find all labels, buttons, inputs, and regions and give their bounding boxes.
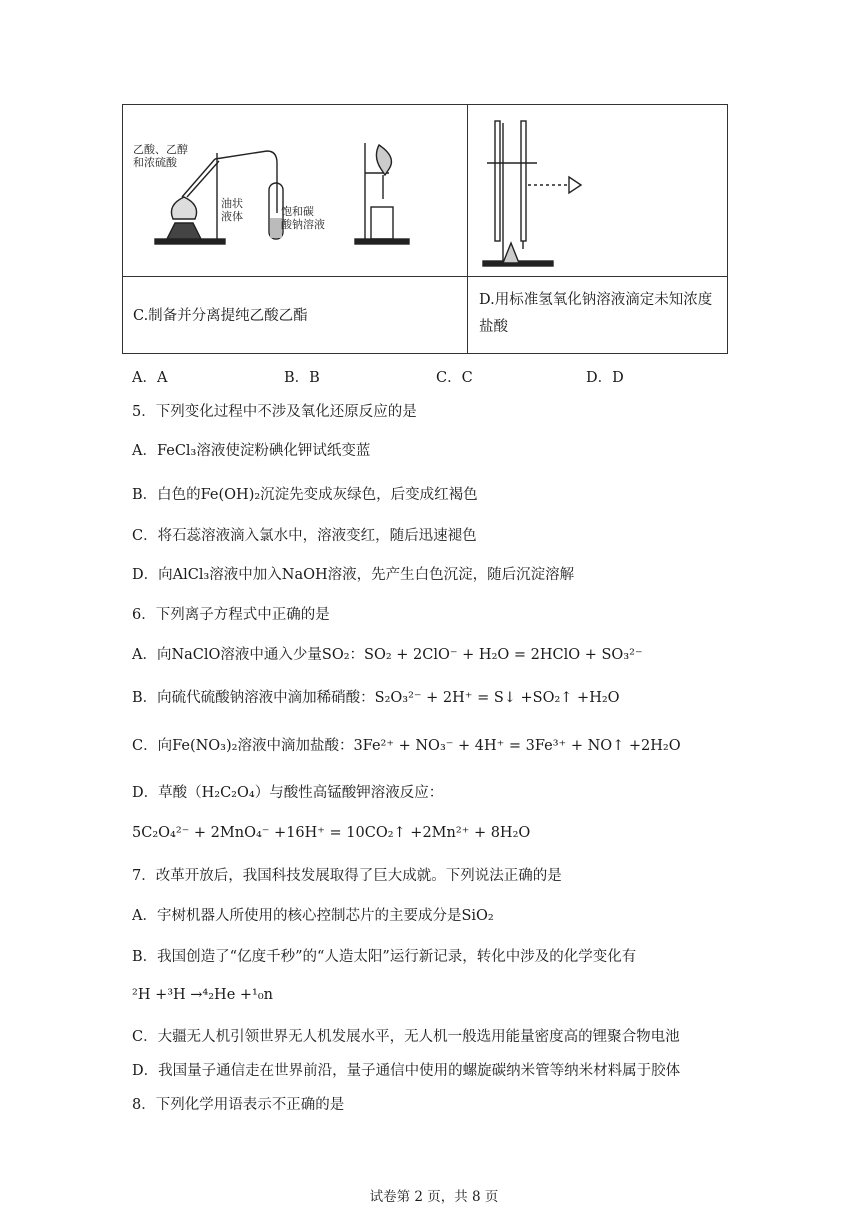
caption-c: C.制备并分离提纯乙酸乙酯: [133, 308, 308, 324]
q4-option-b: B．B: [284, 370, 320, 386]
q5-option-a: A．FeCl₃溶液使淀粉碘化钾试纸变蓝: [132, 443, 371, 459]
q6-option-c: C．向Fe(NO₃)₂溶液中滴加盐酸：3Fe²⁺ + NO₃⁻ + 4H⁺ = 3Fe³⁺ + NO↑ +2H₂O: [132, 738, 681, 754]
q6-option-a: A．向NaClO溶液中通入少量SO₂：SO₂ + 2ClO⁻ + H₂O = 2HClO + SO₃²⁻: [132, 647, 643, 663]
caption-d: D.用标准氢氧化钠溶液滴定未知浓度 盐酸: [479, 292, 713, 335]
q5-stem: 5．下列变化过程中不涉及氧化还原反应的是: [132, 404, 417, 420]
label-oily-liquid: 油状 液体: [221, 197, 243, 223]
q5-option-d: D．向AlCl₃溶液中加入NaOH溶液，先产生白色沉淀，随后沉淀溶解: [132, 567, 575, 583]
table-divider-horizontal: [123, 276, 727, 277]
q6-option-b: B．向硫代硫酸钠溶液中滴加稀硝酸：S₂O₃²⁻ + 2H⁺ = S↓ +SO₂↑ +H₂O: [132, 690, 620, 706]
q4-option-a: A．A: [132, 370, 168, 386]
q7-option-c: C．大疆无人机引领世界无人机发展水平，无人机一般选用能量密度高的锂聚合物电池: [132, 1029, 680, 1045]
label-sodium-carbonate: 饱和碳 酸钠溶液: [281, 205, 325, 231]
page-footer: 试卷第 2 页，共 8 页: [369, 1189, 499, 1205]
q6-stem: 6．下列离子方程式中正确的是: [132, 607, 330, 623]
label-reagents: 乙酸、乙醇 和浓硫酸: [133, 143, 188, 169]
q6-option-d: D．草酸（H₂C₂O₄）与酸性高锰酸钾溶液反应：: [132, 785, 444, 801]
q5-option-c: C．将石蕊溶液滴入氯水中，溶液变红，随后迅速褪色: [132, 528, 477, 544]
titration-figure: [473, 113, 713, 271]
apparatus-table: [122, 104, 728, 354]
q7-option-d: D．我国量子通信走在世界前沿，量子通信中使用的螺旋碳纳米管等纳米材料属于胶体: [132, 1063, 681, 1079]
q7-option-a: A．宇树机器人所使用的核心控制芯片的主要成分是SiO₂: [132, 908, 494, 924]
q7-option-b-equation: ²H +³H →⁴₂He +¹₀n: [132, 987, 274, 1003]
q6-option-d-equation: 5C₂O₄²⁻ + 2MnO₄⁻ +16H⁺ = 10CO₂↑ +2Mn²⁺ + 8H₂O: [132, 825, 531, 841]
q4-option-c: C．C: [436, 370, 473, 386]
table-divider-vertical: [467, 105, 468, 353]
q5-option-b: B．白色的Fe(OH)₂沉淀先变成灰绿色，后变成红褐色: [132, 487, 478, 503]
q4-option-d: D．D: [586, 370, 624, 386]
q7-option-b: B．我国创造了“亿度千秒”的“人造太阳”运行新记录，转化中涉及的化学变化有: [132, 949, 637, 965]
q8-stem: 8．下列化学用语表示不正确的是: [132, 1097, 345, 1113]
q7-stem: 7．改革开放后，我国科技发展取得了巨大成就。下列说法正确的是: [132, 868, 562, 884]
